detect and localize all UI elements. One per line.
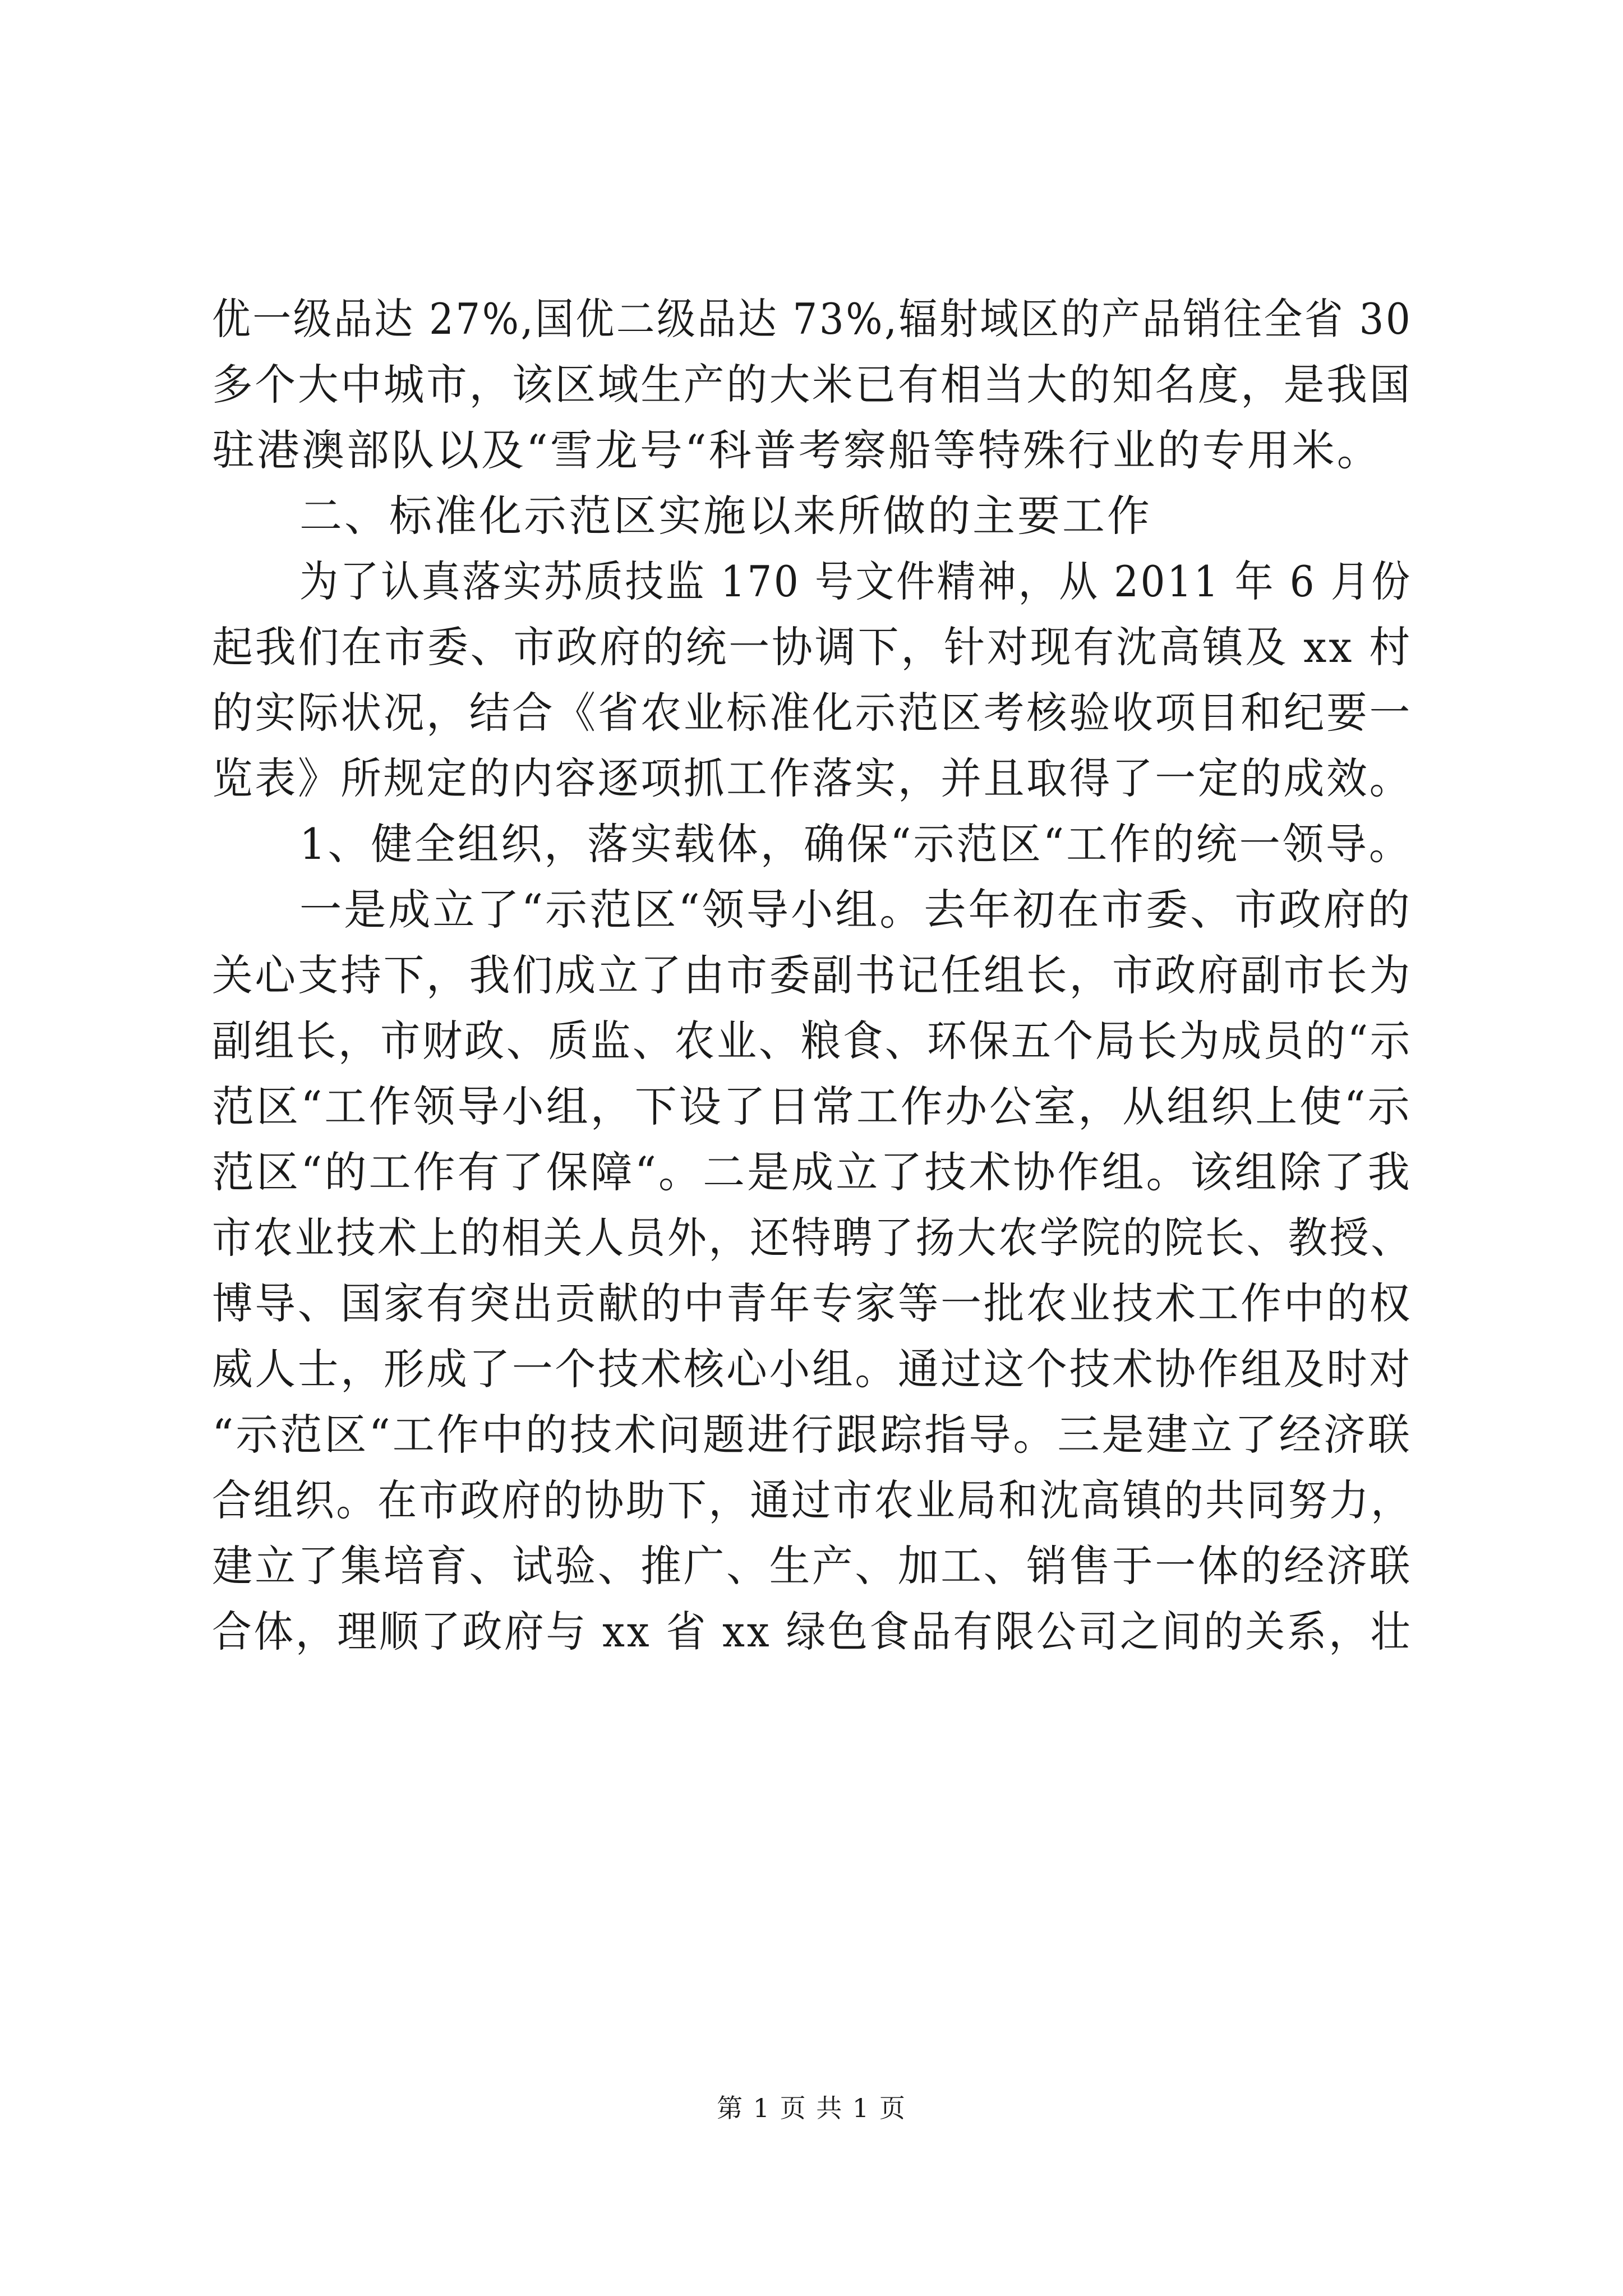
text-line: 博导、国家有突出贡献的中青年专家等一批农业技术工作中的权: [212, 1278, 1412, 1328]
text-line: 二、标准化示范区实施以来所做的主要工作: [299, 491, 1152, 541]
page-footer: 第 1 页 共 1 页: [717, 2093, 906, 2123]
document-body: [212, 286, 1412, 1664]
text-line: 优一级品达 27%,国优二级品达 73%,辐射域区的产品销往全省 30: [212, 294, 1413, 344]
text-line: “示范区“工作中的技术问题进行跟踪指导。三是建立了经济联: [212, 1410, 1412, 1460]
text-line: 驻港澳部队以及“雪龙号“科普考察船等特殊行业的专用米。: [212, 425, 1382, 475]
text-line: 范区“工作领导小组，下设了日常工作办公室，从组织上使“示: [212, 1082, 1412, 1131]
text-line: 合体，理顺了政府与 xx 省 xx 绿色食品有限公司之间的关系，壮: [212, 1607, 1413, 1657]
text-line: 1、健全组织，落实载体，确保“示范区“工作的统一领导。: [299, 819, 1413, 869]
text-line: 多个大中城市，该区域生产的大米已有相当大的知名度，是我国: [212, 360, 1412, 409]
text-line: 市农业技术上的相关人员外，还特聘了扬大农学院的院长、教授、: [212, 1213, 1412, 1263]
text-line: 副组长，市财政、质监、农业、粮食、环保五个局长为成员的“示: [212, 1016, 1412, 1066]
text-line: 关心支持下，我们成立了由市委副书记任组长，市政府副市长为: [212, 950, 1412, 1000]
text-line: 的实际状况，结合《省农业标准化示范区考核验收项目和纪要一: [212, 688, 1412, 738]
text-line: 威人士，形成了一个技术核心小组。通过这个技术协作组及时对: [212, 1344, 1412, 1394]
text-line: 一是成立了“示范区“领导小组。去年初在市委、市政府的: [299, 885, 1412, 935]
text-line: 建立了集培育、试验、推广、生产、加工、销售于一体的经济联: [212, 1541, 1412, 1591]
text-line: 览表》所规定的内容逐项抓工作落实，并且取得了一定的成效。: [212, 753, 1412, 803]
text-line: 范区“的工作有了保障“。二是成立了技术协作组。该组除了我: [212, 1147, 1412, 1197]
text-line: 起我们在市委、市政府的统一协调下，针对现有沈高镇及 xx 村: [212, 622, 1413, 672]
text-line: 合组织。在市政府的协助下，通过市农业局和沈高镇的共同努力，: [212, 1475, 1412, 1525]
text-line: 为了认真落实苏质技监 170 号文件精神，从 2011 年 6 月份: [299, 556, 1412, 606]
